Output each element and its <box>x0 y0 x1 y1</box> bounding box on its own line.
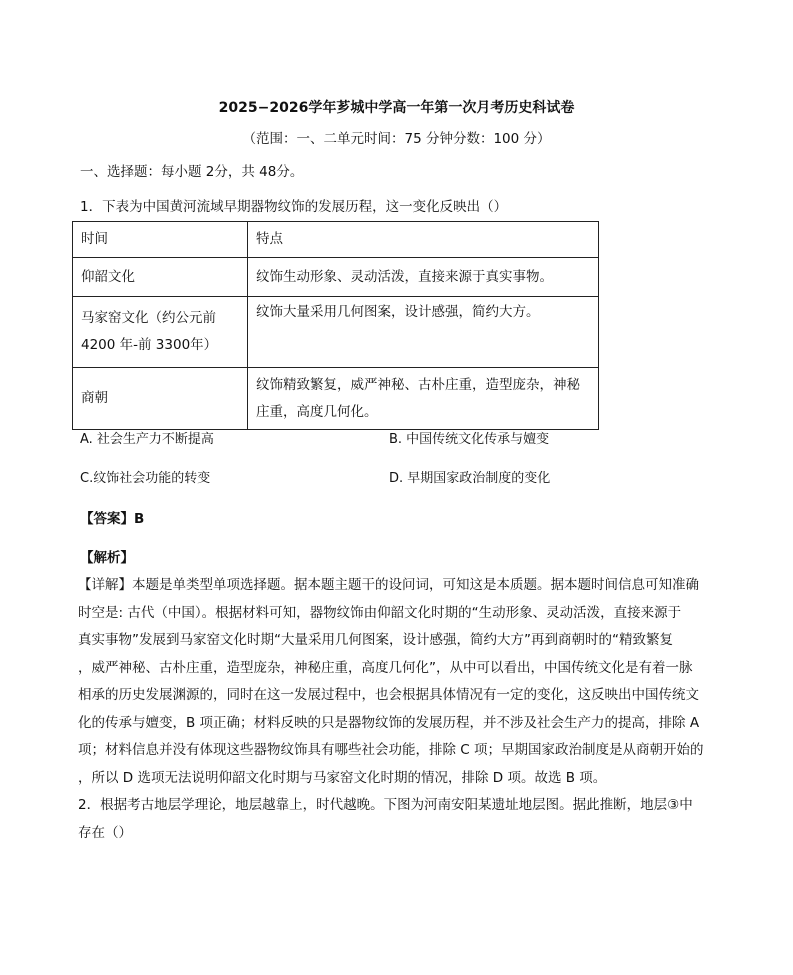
analysis-line: ，所以 D 选项无法说明仰韶文化时期与马家窑文化时期的情况，排除 D 项。故选 B 项。 <box>78 769 607 786</box>
cell-line: 纹饰大量采用几何图案，设计感强，简约大方。 <box>256 304 540 320</box>
cell-line: 商朝 <box>81 390 108 406</box>
analysis-line: 时空是: 古代（中国）。根据材料可知，器物纹饰由仰韶文化时期的“生动形象、灵动活泼，直接来源于 <box>78 604 682 621</box>
table-cell-feature <box>248 258 599 297</box>
table-header-period: 时间 <box>73 222 248 258</box>
question-line: 存在（） <box>78 824 132 841</box>
question-line: 2．根据考古地层学理论，地层越靠上，时代越晚。下图为河南安阳某遗址地层图。据此推断，地层③中 <box>78 797 693 813</box>
table-cell-period <box>73 368 248 430</box>
cell-line: 4200 年-前 3300年） <box>81 337 218 353</box>
analysis-line: 真实事物”发展到马家窑文化时期“大量采用几何图案，设计感强，简约大方”再到商朝时的“精致繁复 <box>78 632 673 648</box>
table-row <box>73 258 599 297</box>
question-2-stem <box>78 792 723 847</box>
analysis-label: 【解析】 <box>80 550 134 566</box>
cell-line: 庄重，高度几何化。 <box>256 403 378 420</box>
option-a: A. 社会生产力不断提高 <box>80 432 214 447</box>
table-cell-period <box>73 297 248 368</box>
cell-line: 马家窑文化（约公元前 <box>81 310 216 326</box>
table-cell-feature <box>248 368 599 430</box>
cell-line: 纹饰生动形象、灵动活泼，直接来源于真实事物。 <box>256 268 553 285</box>
table-row <box>73 297 599 368</box>
analysis-line: 化的传承与嬗变，B 项正确；材料反映的只是器物纹饰的发展历程，并不涉及社会生产力的提高，排除 A <box>78 714 700 731</box>
table-cell-period <box>73 258 248 297</box>
exam-subtitle: （范围：一、二单元时间：75 分钟分数：100 分） <box>242 131 551 147</box>
cell-line: 纹饰精致繁复，威严神秘、古朴庄重，造型庞杂，神秘 <box>256 376 580 393</box>
question-1-table <box>72 221 599 430</box>
analysis-line: 【详解】本题是单类型单项选择题。据本题主题干的设问词，可知这是本质题。据本题时间信息可知准确 <box>78 577 699 593</box>
analysis-line: 相承的历史发展渊源的，同时在这一发展过程中，也会根据具体情况有一定的变化，这反映出中国传统文 <box>78 687 699 703</box>
option-c: C.纹饰社会功能的转变 <box>80 471 211 486</box>
analysis-line: 项；材料信息并没有体现这些器物纹饰具有哪些社会功能，排除 C 项；早期国家政治制度是从商朝开始的 <box>78 742 704 758</box>
option-d: D. 早期国家政治制度的变化 <box>389 471 551 486</box>
table-cell-feature <box>248 297 599 368</box>
answer-label: 【答案】B <box>80 511 145 527</box>
table-row <box>73 368 599 430</box>
section-heading: 一、选择题：每小题 2分，共 48分。 <box>80 164 304 180</box>
analysis-paragraph <box>78 572 723 792</box>
table-header-row <box>73 222 599 258</box>
exam-title: 2025−2026学年芗城中学高一年第一次月考历史科试卷 <box>218 100 575 116</box>
question-1-stem: 1．下表为中国黄河流域早期器物纹饰的发展历程，这一变化反映出（） <box>80 199 508 215</box>
analysis-line: ，威严神秘、古朴庄重，造型庞杂，神秘庄重，高度几何化”，从中可以看出，中国传统文化是有着一脉 <box>78 659 693 676</box>
table-header-feature: 特点 <box>248 222 599 258</box>
option-b: B. 中国传统文化传承与嬗变 <box>389 432 550 447</box>
cell-line: 仰韶文化 <box>81 268 135 285</box>
